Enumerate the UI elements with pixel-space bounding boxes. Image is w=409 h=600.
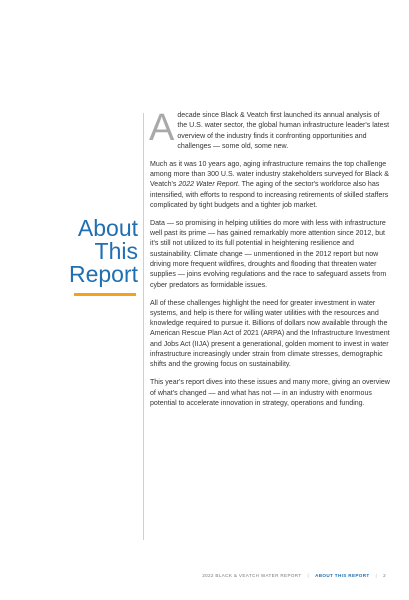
page-footer [202,573,386,578]
section-heading [52,217,138,286]
paragraph-2 [150,160,390,211]
paragraph-3: Data — so promising in helping utilities do more with less with infrastructure well past its prime — has gained remarkably more attention since 2012, but it's still not utilized to its full potential in heightening resilience and sustainability. Climate change — unmentioned in the 2012 report but now driving more frequent wildfires, droughts and flooding that threaten water supplies — joins evolving regulations and the race to safeguard assets from cyber predators as formidable issues. [150,219,387,289]
page-number: 2 [383,573,386,578]
footer-divider-2: | [375,573,378,578]
footer-section-name: ABOUT THIS REPORT [315,573,370,578]
paragraph-2-after: . The aging of the sector's workforce also has intensified, with efforts to respond to increasing retirements of skilled staffers complicated by tight budgets and a tighter job market. [150,181,389,209]
heading-line-3: Report [68,261,138,287]
paragraph-2-before: Much as it was 10 years ago, aging infrastructure remains the top challenge among more than 300 U.S. water industry stakeholders surveyed for Black & Veatch's [150,160,389,189]
heading-line-2: This [94,238,138,264]
paragraph-1 [149,107,390,152]
vertical-divider [143,113,144,540]
paragraph-4: All of these challenges highlight the need for greater investment in water systems, and help is there for willing water utilities with the resources and knowledge required to pursue it. Billions of dollars now available through the American Rescue Plan Act of 2021 (ARPA) and the Infrastructure Investment and Jobs Act (IIJA) present a generational, golden moment to invest in water infrastructure increasingly under strain from climate stresses, demographic shifts and the growing focus on sustainability. [150,299,390,369]
footer-report-name: 2022 BLACK & VEATCH WATER REPORT [202,573,302,578]
body-text [149,107,390,417]
drop-cap: A [149,107,175,149]
heading-line-1: About [77,215,138,241]
footer-divider-1: | [307,573,310,578]
heading-underline [74,293,136,296]
paragraph-5: This year's report dives into these issues and many more, giving an overview of what's changed — and what has not — in an industry with enormous potential to accelerate innovation in strategy, operations and funding. [150,379,390,407]
paragraph-1-text: decade since Black & Veatch first launched its annual analysis of the U.S. water sector, the global human infrastructure leader's latest overview of the industry finds it confronting opportunities and challenges — some old, some new. [177,112,390,150]
report-title-italic: 2022 Water Report [178,181,238,189]
